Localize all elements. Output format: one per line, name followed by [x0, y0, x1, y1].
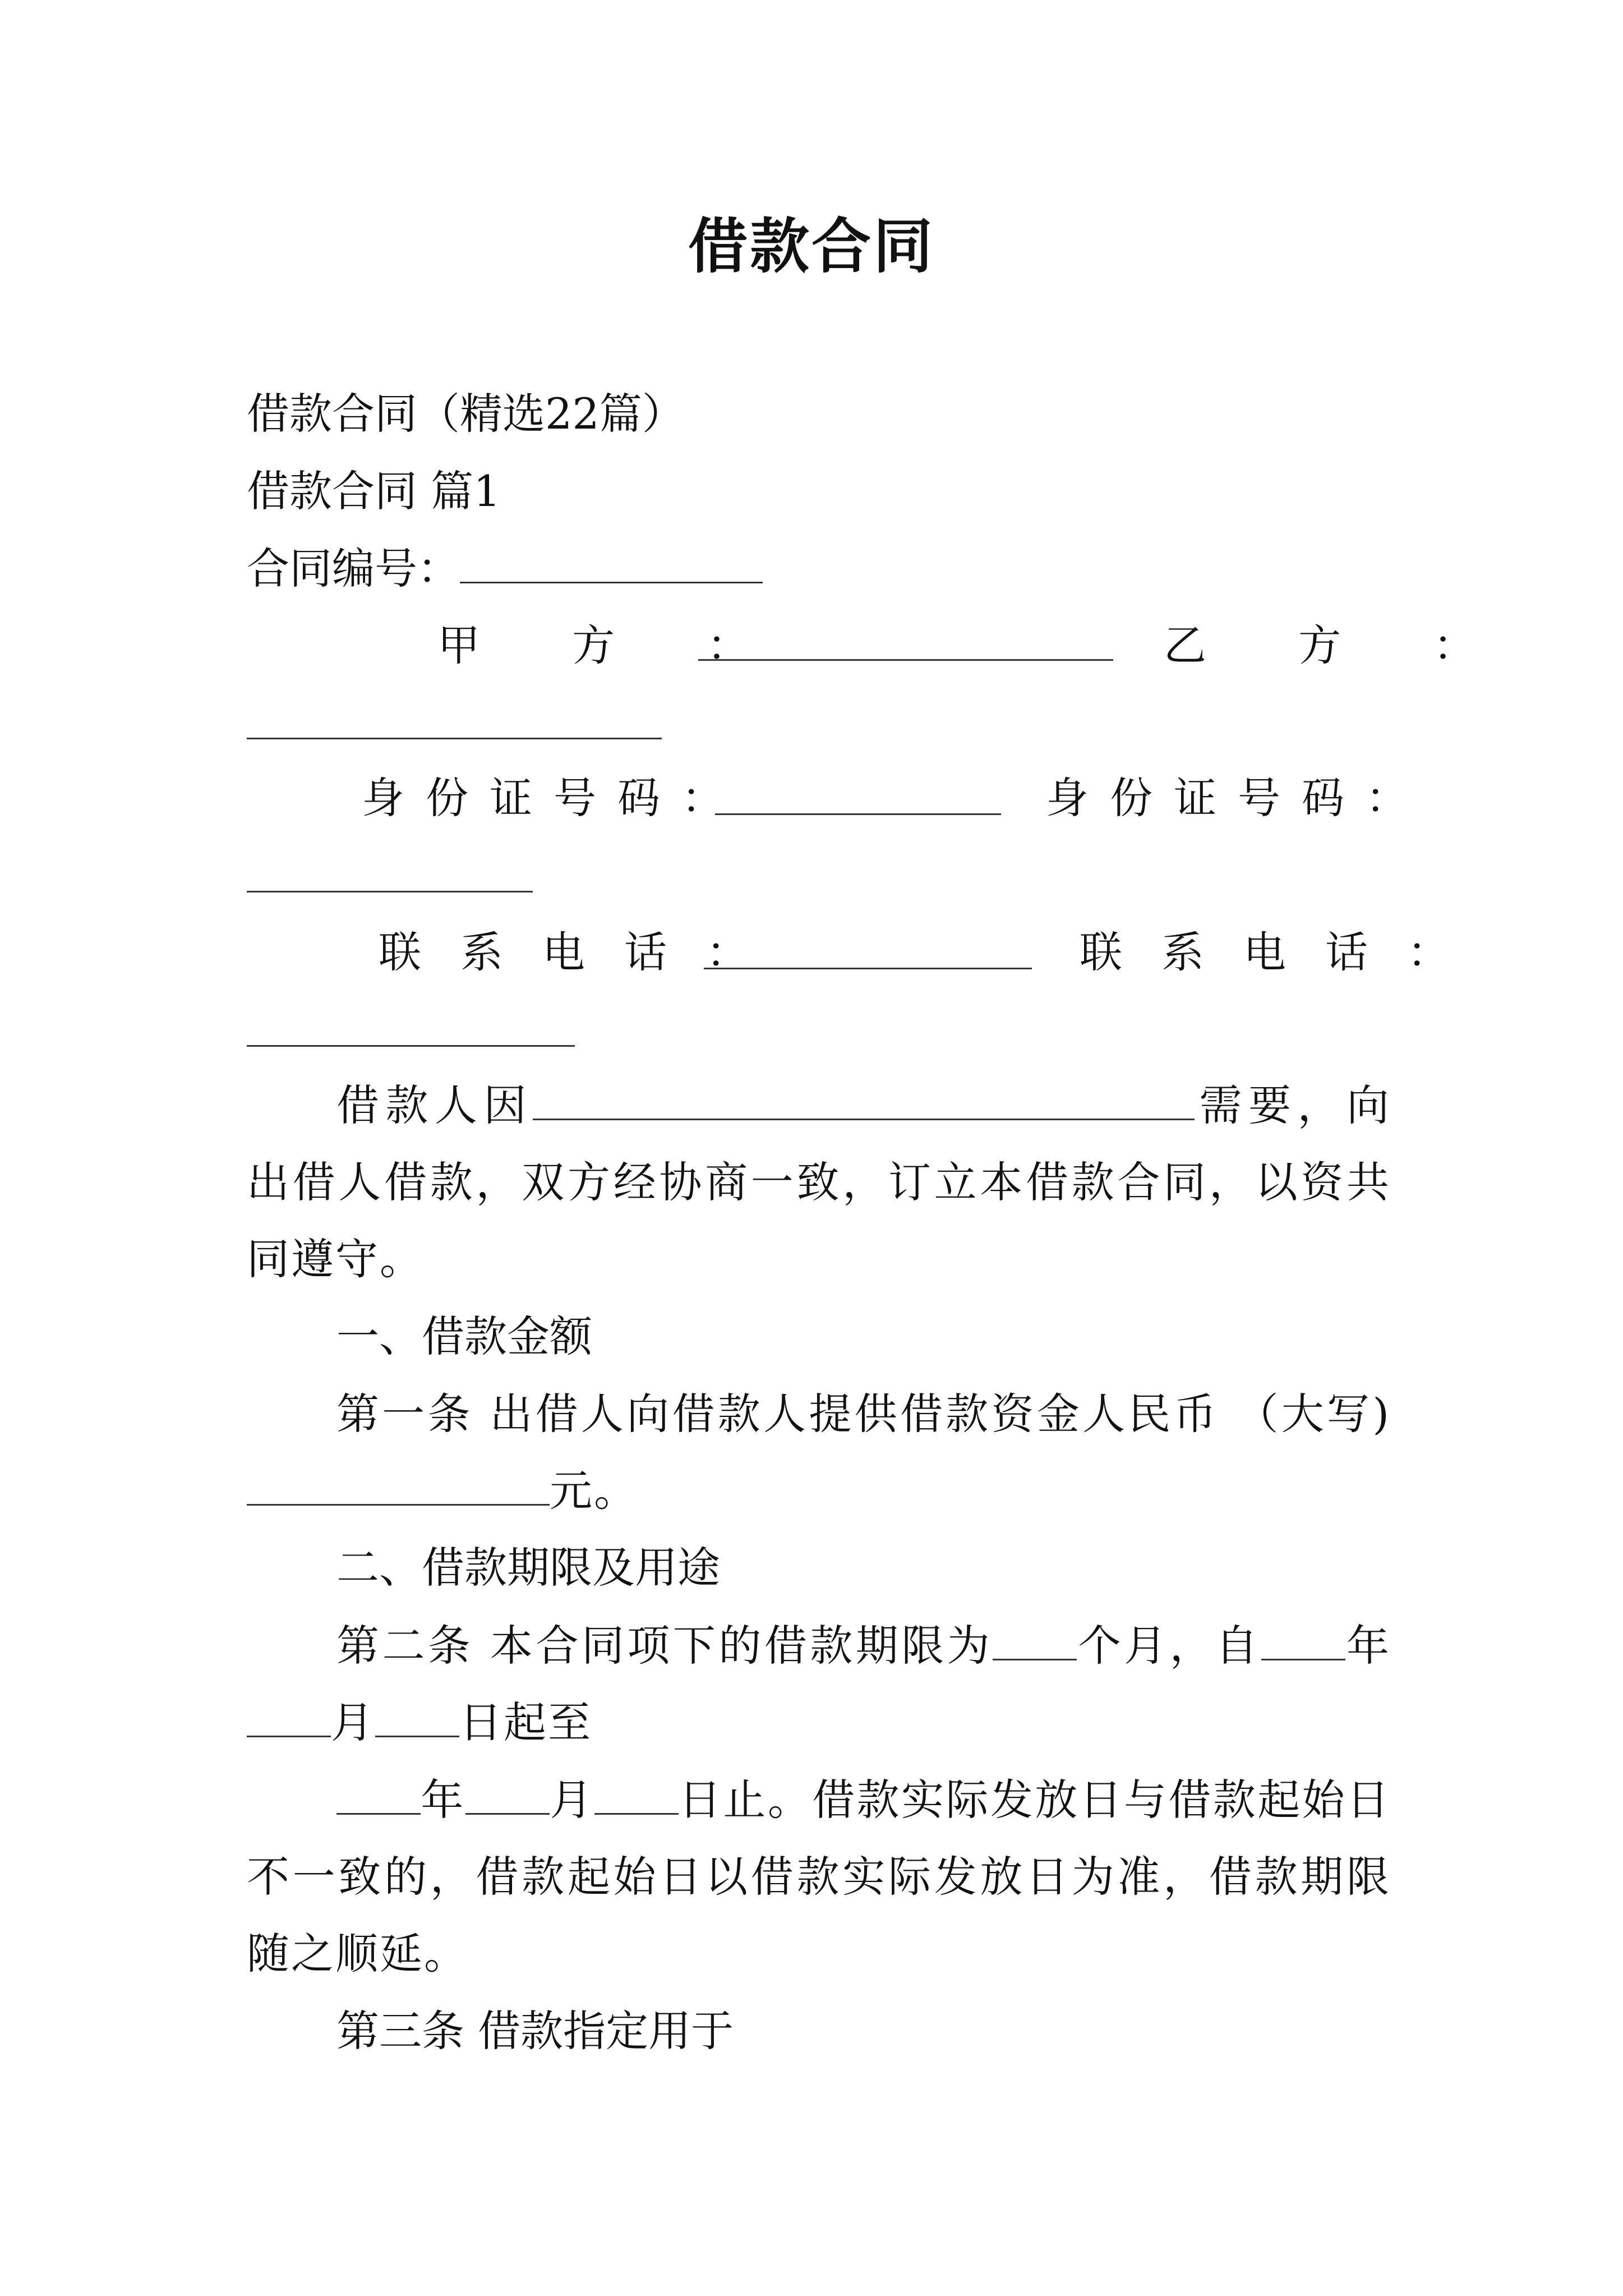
- article-1-start: 第一条 出借人向借款人提供借款资金人民币 （大写): [336, 1389, 1391, 1439]
- article-2b-year-text: 年: [421, 1775, 465, 1825]
- end-month-blank: [465, 1807, 550, 1815]
- phone-label-b: 联系电话：: [1080, 927, 1489, 977]
- id-b-blank: [247, 891, 533, 892]
- intro-start: 借款人因: [336, 1080, 533, 1130]
- amount-blank: [247, 1498, 550, 1506]
- id-a-blank: [715, 813, 1001, 815]
- phone-b-blank: [247, 1045, 575, 1047]
- heading-loan-amount: 一、借款金额: [336, 1312, 592, 1361]
- article-2-day-to-text: 日起至: [459, 1697, 592, 1747]
- article-1-end: 元。: [550, 1466, 638, 1516]
- party-b-blank: [247, 738, 662, 739]
- party-a-blank: [698, 659, 1113, 661]
- id-label-a: 身份证号码：: [362, 773, 745, 823]
- end-day-blank: [594, 1807, 679, 1815]
- intro-end: 需要，向出借人借款，双方经协商一致，订立本借款合同，以资共同遵守。: [247, 1080, 1391, 1284]
- contract-number-line: [247, 531, 1391, 607]
- article-1: [247, 1375, 1391, 1529]
- end-year-blank: [336, 1807, 421, 1815]
- party-b-label: 乙 方 ：: [1164, 620, 1515, 670]
- subtitle: 借款合同（精选22篇）: [247, 389, 685, 439]
- article-2b-rest: 日止。借款实际发放日与借款起始日不一致的，借款起始日以借款实际发放日为准，借款期限随之顺延。: [247, 1775, 1391, 1978]
- article-2-continued: [247, 1761, 1391, 1992]
- start-day-blank: [375, 1730, 459, 1737]
- contract-number-blank: [460, 576, 763, 583]
- start-month-blank: [247, 1730, 331, 1737]
- article-2-month-text: 个月，自: [1077, 1621, 1261, 1671]
- article-2-year-text: 年: [1345, 1621, 1391, 1671]
- article-2b-month-text: 月: [549, 1775, 594, 1825]
- article-2: [247, 1607, 1391, 1761]
- article-2-start: 第二条 本合同项下的借款期限为: [336, 1621, 993, 1671]
- intro-paragraph: [247, 1067, 1391, 1297]
- section-heading: 借款合同 篇1: [247, 466, 501, 516]
- phone-label-a: 联系电话：: [379, 927, 788, 977]
- reason-blank: [533, 1113, 1195, 1120]
- article-3: 第三条 借款指定用于: [336, 2006, 734, 2056]
- id-label-b: 身份证号码：: [1046, 773, 1430, 823]
- document-title: 借款合同: [688, 212, 935, 281]
- months-blank: [993, 1653, 1077, 1660]
- article-2-m-text: 月: [331, 1697, 375, 1747]
- party-a-label: 甲 方 ：: [437, 620, 789, 670]
- contract-number-label: 合同编号：: [247, 544, 460, 593]
- heading-term-purpose: 二、借款期限及用途: [336, 1543, 720, 1593]
- phone-a-blank: [704, 968, 1032, 969]
- start-year-blank: [1261, 1653, 1345, 1660]
